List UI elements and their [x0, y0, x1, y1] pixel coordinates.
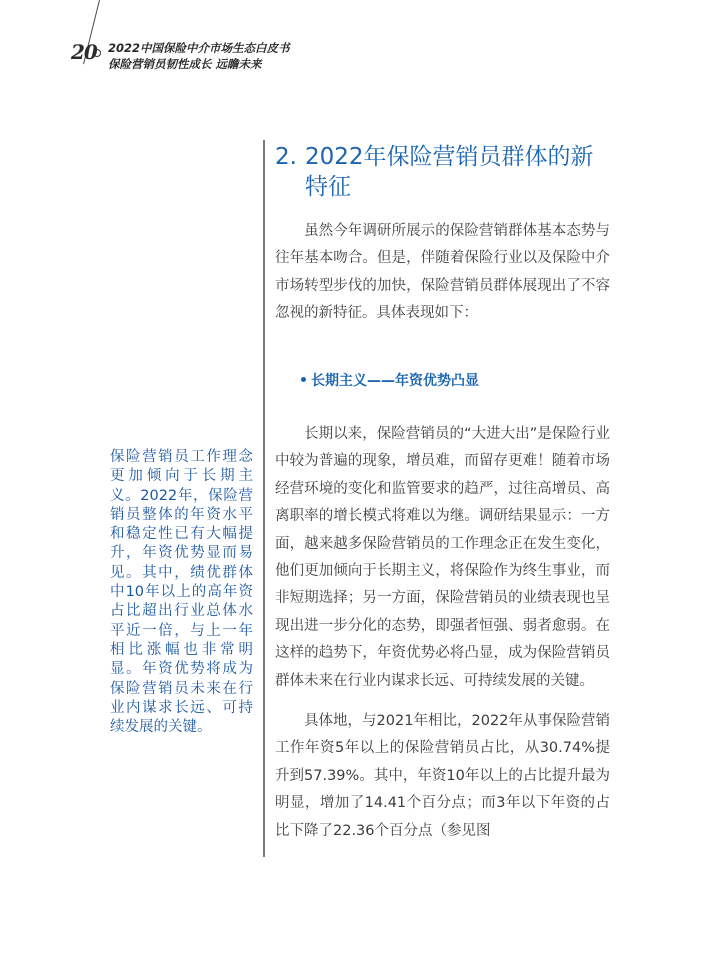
bullet-dot-icon — [301, 377, 306, 382]
body-paragraph-2 — [275, 708, 610, 845]
bullet-heading-text: 长期主义——年资优势凸显 — [311, 373, 479, 389]
section-title-line1: 2022年保险营销员群体的新 — [305, 144, 594, 170]
body-paragraph-1-text: 长期以来，保险营销员的“大进大出”是保险行业中较为普遍的现象，增员难，而留存更难！随着市场经营环境的变化和监管要求的趋严，过往高增员、高离职率的增长模式将难以为继。调研结果显示：一方面，越来越多保险营销员的工作理念正在发生变化，他们更加倾向于长期主义，将保险作为终生事业，而非短期选择；另一方面，保险营销员的业绩表现也呈现出进一步分化的态势，即强者恒强、弱者愈弱。在这样的趋势下，年资优势必将凸显，成为保险营销员群体未来在行业内谋求长远、可持续发展的关键。 — [275, 426, 610, 689]
bullet-heading — [301, 370, 479, 390]
intro-paragraph — [275, 218, 610, 328]
page-number: 20 — [71, 40, 97, 64]
body-paragraph-2-text: 具体地，与2021年相比，2022年从事保险营销工作年资5年以上的保险营销员占比，从30.74%提升到57.39%。其中，年资10年以上的占比提升最为明显，增加了14.41个百分点；而3年以下年资的占比下降了22.36个百分点（参见图 — [275, 713, 610, 839]
running-header-title: 2022中国保险中介市场生态白皮书 — [108, 41, 290, 55]
running-header-subtitle: 保险营销员韧性成长 远瞻未来 — [108, 57, 262, 71]
sidebar-pull-quote: 保险营销员工作理念更加倾向于长期主义。2022年，保险营销员整体的年资水平和稳定性已有大幅提升，年资优势显而易见。其中，绩优群体中10年以上的高年资占比超出行业总体水平近一倍，与上一年相比涨幅也非常明显。年资优势将成为保险营销员未来在行业内谋求长远、可持续发展的关键。 — [110, 449, 253, 736]
column-divider — [263, 140, 265, 857]
section-number: 2. — [275, 144, 297, 170]
section-title-line2: 特征 — [305, 174, 351, 200]
body-paragraph-1 — [275, 421, 610, 695]
section-title — [275, 142, 620, 202]
intro-text: 虽然今年调研所展示的保险营销群体基本态势与往年基本吻合。但是，伴随着保险行业以及保险中介市场转型步伐的加快，保险营销员群体展现出了不容忽视的新特征。具体表现如下： — [275, 223, 610, 322]
